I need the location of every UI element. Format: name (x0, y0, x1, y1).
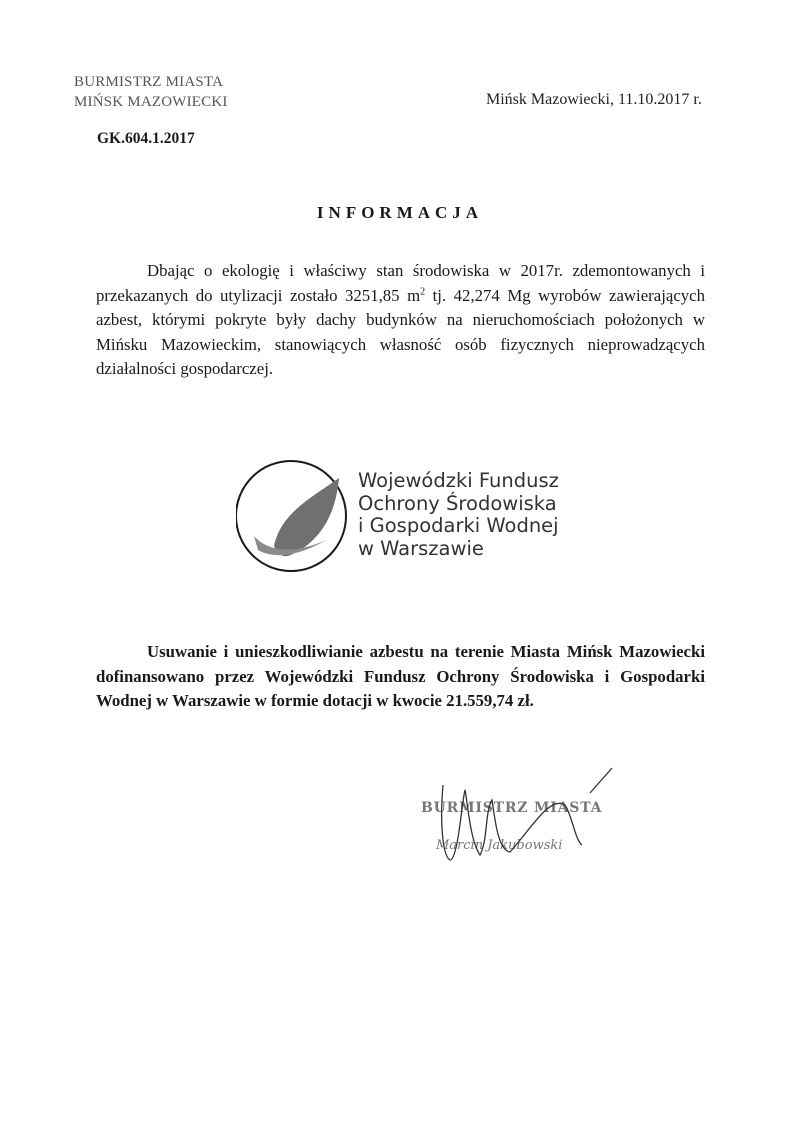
funding-text: Usuwanie i unieszkodliwianie azbestu na terenie Miasta Mińsk Mazowiecki dofinansowano przez Wojewódzki Fundusz Ochrony Środowiska i Gospodarki Wodnej w Warszawie w formie dotacji w kwocie 21.559,74 zł. (96, 642, 705, 710)
paragraph-text-2: tj. 42,274 Mg wyrobów zawierających azbest, którymi pokryte były dachy budynków na nieruchomościach położonych w Mińsku Mazowieckim, stanowiących własność osób fizycznych nieprowadzących działalności gospodarczej. (96, 285, 705, 378)
logo-line-4: w Warszawie (358, 536, 484, 560)
paragraph-text-1: Dbając o ekologię i właściwy stan środowiska w 2017r. zdemontowanych i przekazanych do utylizacji zostało 3251,85 m (96, 261, 705, 305)
leaf-icon (274, 478, 339, 556)
logo-line-3: i Gospodarki Wodnej (358, 514, 559, 537)
issuing-authority (74, 72, 228, 112)
logo-text (358, 470, 559, 560)
funding-paragraph (96, 640, 705, 714)
handwritten-signature (400, 760, 640, 880)
logo-line-1: Wojewódzki Fundusz (358, 469, 559, 492)
document-title: INFORMACJA (316, 203, 484, 222)
superscript: 2 (420, 285, 426, 297)
signature-stamp-title: BURMISTRZ MIASTA (421, 800, 603, 816)
reference-number: GK.604.1.2017 (97, 130, 195, 147)
authority-line-1: BURMISTRZ MIASTA (74, 74, 224, 90)
signature-stamp-name: Marcin Jakubowski (436, 838, 563, 853)
place-date: Mińsk Mazowiecki, 11.10.2017 r. (486, 91, 702, 108)
authority-line-2: MIŃSK MAZOWIECKI (74, 94, 228, 110)
main-paragraph (96, 259, 705, 382)
logo-line-2: Ochrony Środowiska (358, 491, 557, 515)
